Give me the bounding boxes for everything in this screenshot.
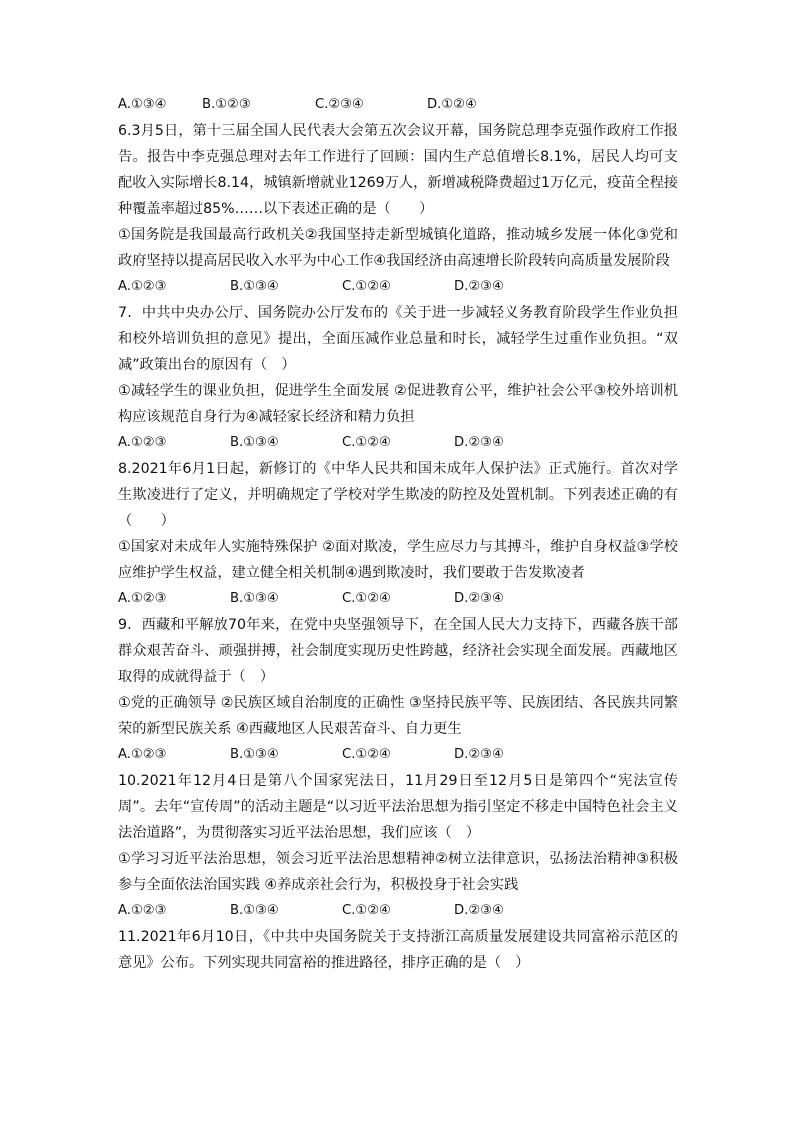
question-7	[118, 300, 678, 456]
question-options: ①减轻学生的课业负担，促进学生全面发展 ②促进教育公平，维护社会公平③校外培训机构应该规范自身行为④减轻家长经济和精力负担	[118, 383, 678, 425]
choice-d: D.①②④	[427, 97, 477, 112]
question-options: ①国家对未成年人实施特殊保护 ②面对欺凌，学生应尽力与其搏斗，维护自身权益③学校应维护学生权益，建立健全相关机制④遇到欺凌时，我们要敢于告发欺凌者	[118, 539, 678, 581]
choice-b: B.①③④	[230, 591, 279, 606]
question-stem: 7．中共中央办公厅、国务院办公厅发布的《关于进一步减轻义务教育阶段学生作业负担和校外培训负担的意见》提出，全面压减作业总量和时长，减轻学生过重作业负担。“双减”政策出台的原因有（ ）	[118, 305, 678, 373]
choice-c: C.①②④	[342, 903, 391, 918]
question-options: ①学习习近平法治思想，领会习近平法治思想精神②树立法律意识，弘扬法治精神③积极参与全面依法治国实践 ④养成亲社会行为，积极投身于社会实践	[118, 851, 678, 893]
choice-a: A.①②③	[118, 591, 167, 606]
choice-b: B.①③④	[230, 279, 279, 294]
question-stem: 11.2021年6月10日，《中共中央国务院关于支持浙江高质量发展建设共同富裕示范区的意见》公布。下列实现共同富裕的推进路径，排序正确的是（ ）	[118, 929, 678, 971]
choice-d: D.②③④	[454, 279, 504, 294]
question-8	[118, 456, 678, 612]
choice-b: B.①③④	[230, 903, 279, 918]
question-11	[118, 924, 678, 976]
choice-d: D.②③④	[454, 747, 504, 762]
choice-c: C.①②④	[342, 435, 391, 450]
choice-a: A.①②③	[118, 747, 167, 762]
choice-a: A.①②③	[118, 903, 167, 918]
choice-b: B.①③④	[230, 747, 279, 762]
question-6	[118, 118, 678, 300]
question-stem: 6.3月5日，第十三届全国人民代表大会第五次会议开幕，国务院总理李克强作政府工作报告。报告中李克强总理对去年工作进行了回顾：国内生产总值增长8.1%，居民人均可支配收入实际增长8.14，城镇新增就业1269万人，新增减税降费超过1万亿元，疫苗全程接种覆盖率超过85%……以下表述正确的是（ ）	[118, 123, 678, 217]
question-choices	[118, 430, 678, 456]
q5-choices	[118, 92, 678, 118]
choice-c: C.①②④	[342, 747, 391, 762]
choice-c: C.①②④	[342, 591, 391, 606]
choice-c: C.②③④	[315, 97, 364, 112]
choice-b: B.①③④	[230, 435, 279, 450]
choice-d: D.②③④	[454, 591, 504, 606]
question-10	[118, 768, 678, 924]
question-options: ①国务院是我国最高行政机关②我国坚持走新型城镇化道路，推动城乡发展一体化③党和政府坚持以提高居民收入水平为中心工作④我国经济由高速增长阶段转向高质量发展阶段	[118, 227, 678, 269]
question-9	[118, 612, 678, 768]
question-choices	[118, 898, 678, 924]
choice-a: A.①③④	[118, 97, 167, 112]
question-options: ①党的正确领导 ②民族区域自治制度的正确性 ③坚持民族平等、民族团结、各民族共同繁荣的新型民族关系 ④西藏地区人民艰苦奋斗、自力更生	[118, 695, 678, 737]
choice-a: A.①②③	[118, 279, 167, 294]
choice-a: A.①②③	[118, 435, 167, 450]
question-choices	[118, 586, 678, 612]
question-stem: 10.2021年12月4日是第八个国家宪法日，11月29日至12月5日是第四个“宪法宣传周”。去年“宣传周”的活动主题是“以习近平法治思想为指引坚定不移走中国特色社会主义法治道路”，为贯彻落实习近平法治思想，我们应该（ ）	[118, 773, 678, 841]
question-stem: 9．西藏和平解放70年来，在党中央坚强领导下，在全国人民大力支持下，西藏各族干部群众艰苦奋斗、顽强拼搏，社会制度实现历史性跨越，经济社会实现全面发展。西藏地区取得的成就得益于（ ）	[118, 617, 678, 685]
choice-b: B.①②③	[202, 97, 251, 112]
page-content	[118, 92, 678, 976]
choice-c: C.①②④	[342, 279, 391, 294]
question-choices	[118, 742, 678, 768]
question-stem: 8.2021年6月1日起，新修订的《中华人民共和国未成年人保护法》正式施行。首次对学生欺凌进行了定义，并明确规定了学校对学生欺凌的防控及处置机制。下列表述正确的有（ ）	[118, 461, 678, 529]
question-choices	[118, 274, 678, 300]
choice-d: D.②③④	[454, 903, 504, 918]
choice-d: D.②③④	[454, 435, 504, 450]
